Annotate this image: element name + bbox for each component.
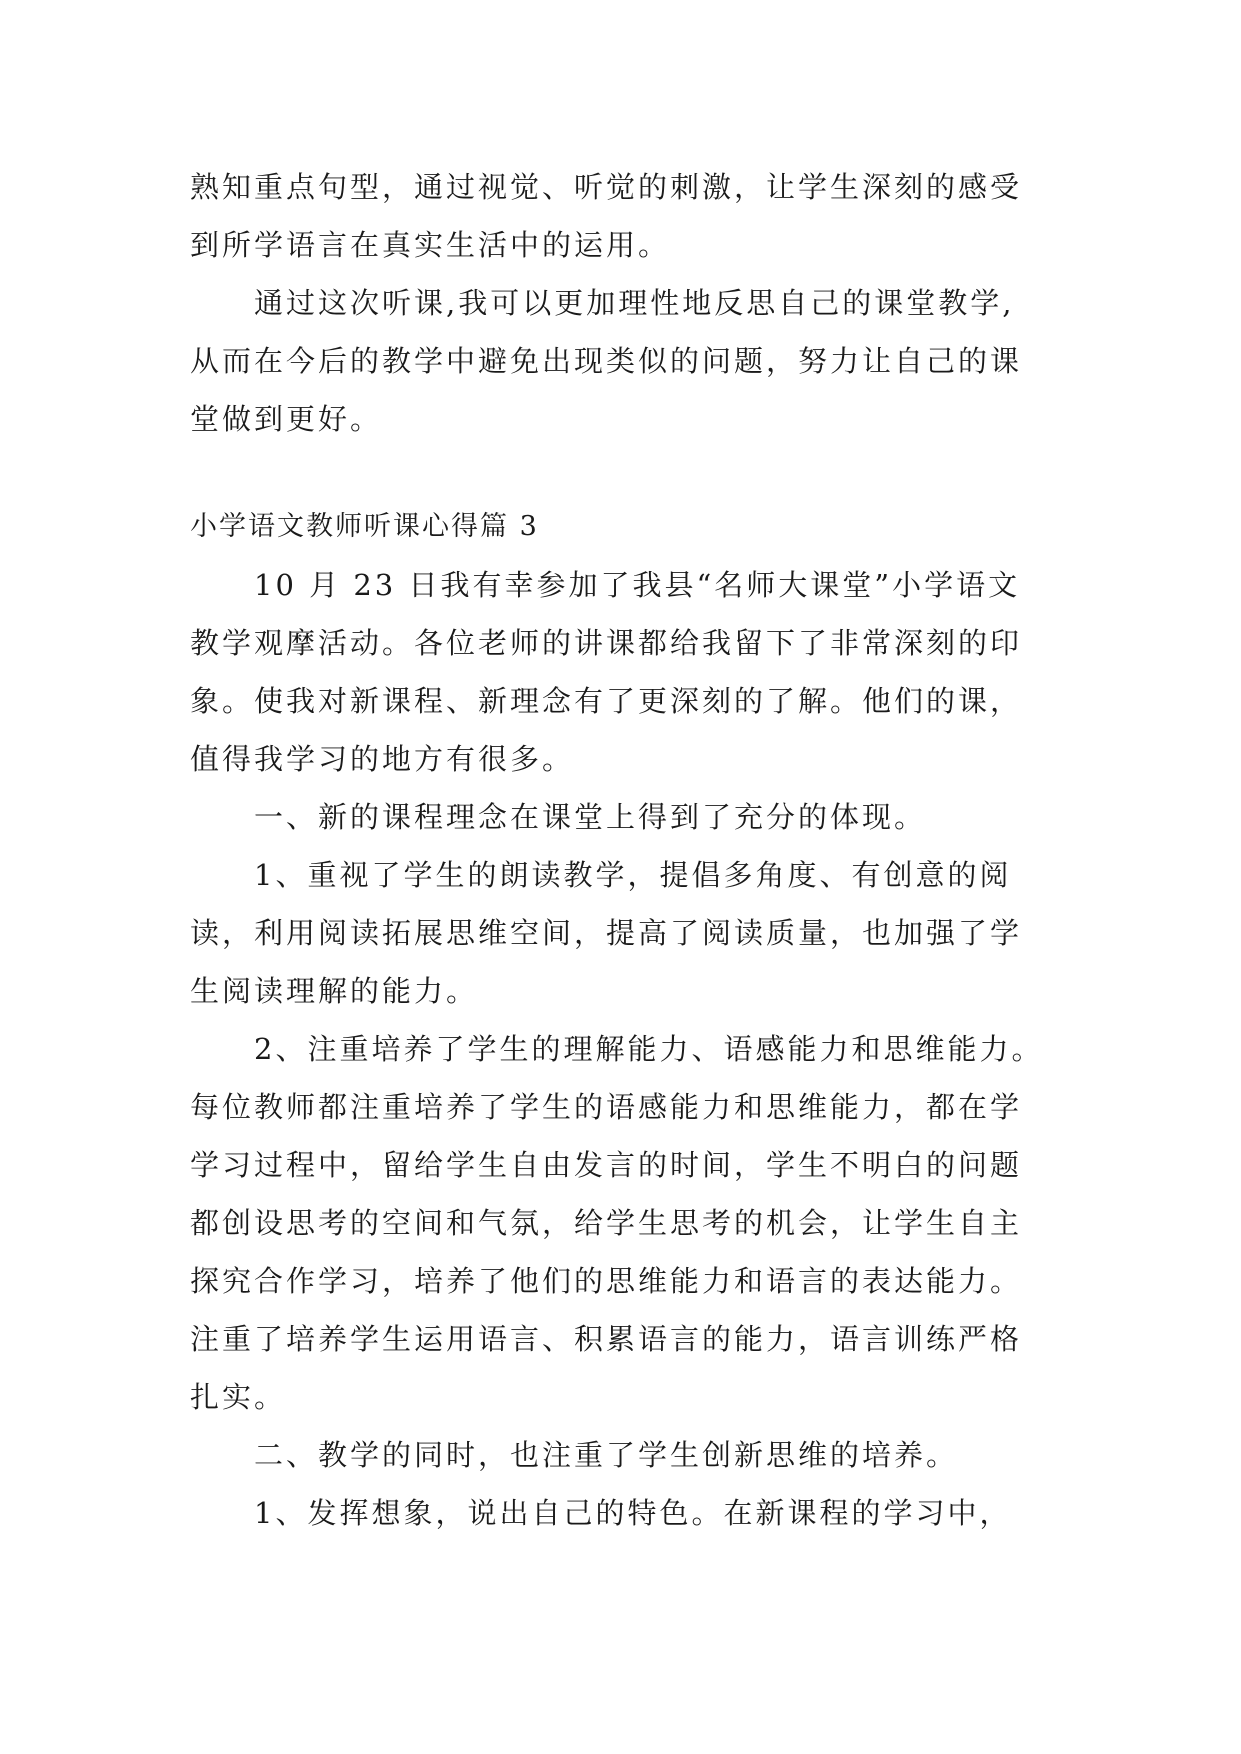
document-body xyxy=(190,158,1090,1542)
paragraph-point-2-1: 1、发挥想象，说出自己的特色。在新课程的学习中， xyxy=(254,1496,1012,1530)
paragraph-point-2: 二、教学的同时，也注重了学生创新思维的培养。 xyxy=(254,1438,959,1472)
section-heading: 小学语文教师听课心得篇 3 xyxy=(190,511,539,542)
paragraph-intro: 10 月 23 日我有幸参加了我县“名师大课堂”小学语文 教学观摩活动。各位老师的讲课都给我留下了非常深刻的印 象。使我对新课程、新理念有了更深刻的了解。他们的课， 值得我学习的地方有很多。 xyxy=(190,568,1023,776)
paragraph-point-1: 一、新的课程理念在课堂上得到了充分的体现。 xyxy=(254,800,927,834)
paragraph-reflection: 通过这次听课,我可以更加理性地反思自己的课堂教学, 从而在今后的教学中避免出现类似的问题，努力让自己的课 堂做到更好。 xyxy=(190,286,1023,436)
paragraph-continuation: 熟知重点句型，通过视觉、听觉的刺激，让学生深刻的感受 到所学语言在真实生活中的运用。 xyxy=(190,170,1023,262)
paragraph-point-1-1: 1、重视了学生的朗读教学，提倡多角度、有创意的阅 读，利用阅读拓展思维空间，提高了阅读质量，也加强了学 生阅读理解的能力。 xyxy=(190,858,1023,1008)
paragraph-point-1-2: 2、注重培养了学生的理解能力、语感能力和思维能力。 每位教师都注重培养了学生的语感能力和思维能力，都在学 学习过程中，留给学生自由发言的时间，学生不明白的问题 都创设思考的空间和气氛，给学生思考的机会，让学生自主 探究合作学习，培养了他们的思维能力和语言的表达能力。 注重了培养学生运用语言、积累语言的能力，语言训练严格 扎实。 xyxy=(190,1032,1044,1414)
